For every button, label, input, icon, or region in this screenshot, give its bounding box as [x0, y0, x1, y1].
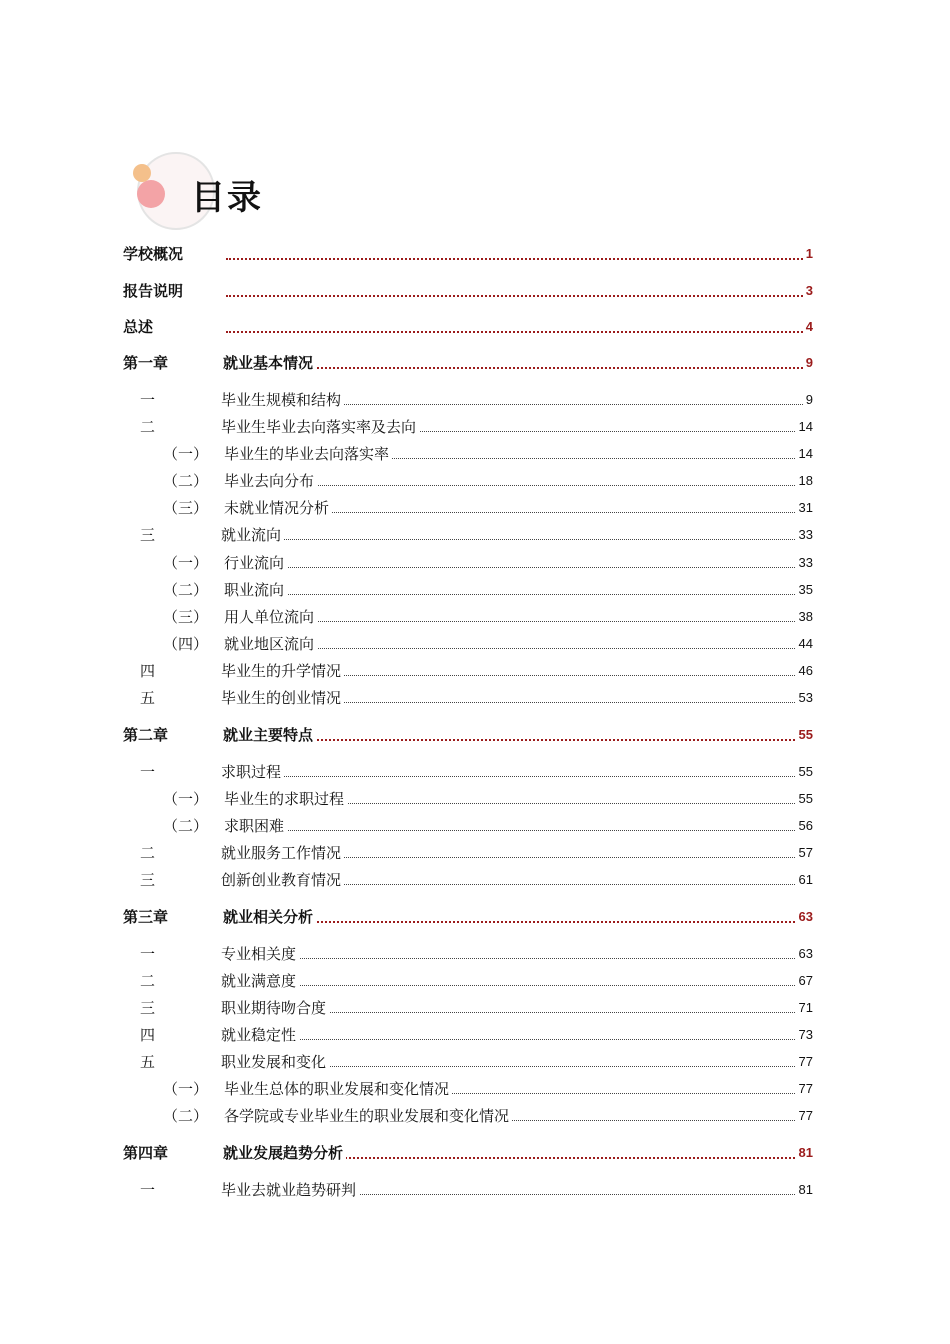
- toc-entry[interactable]: [0, 995, 950, 1021]
- toc-entry-title: 就业发展趋势分析: [223, 1140, 346, 1166]
- dot-leader: [223, 958, 811, 959]
- toc-page-number: 38: [796, 604, 813, 630]
- toc-entry-title: 就业满意度: [221, 968, 299, 994]
- toc-entry[interactable]: [0, 278, 950, 304]
- toc-entry-number: 一: [140, 391, 156, 409]
- toc-entry-title: 求职困难: [224, 813, 287, 839]
- toc-entry[interactable]: [0, 1049, 950, 1075]
- toc-entry[interactable]: [0, 441, 950, 467]
- toc-entry-number: 五: [140, 1053, 156, 1071]
- toc-page-number: 35: [796, 577, 813, 603]
- toc-entry-title: 就业主要特点: [223, 722, 316, 748]
- toc-entry-title: 就业地区流向: [224, 631, 317, 657]
- toc-page-number: 55: [796, 759, 813, 785]
- toc-entry[interactable]: [0, 1140, 950, 1166]
- toc-entry-number: （二）: [163, 472, 209, 490]
- toc-entry-title: 就业稳定性: [221, 1022, 299, 1048]
- toc-entry-number: 四: [140, 1026, 156, 1044]
- toc-page-number: 14: [796, 441, 813, 467]
- toc-entry[interactable]: [0, 604, 950, 630]
- toc-entry-title: 用人单位流向: [224, 604, 317, 630]
- toc-page-number: 77: [796, 1049, 813, 1075]
- toc-entry-number: （二）: [163, 817, 209, 835]
- toc-entry-number: 第四章: [123, 1144, 169, 1162]
- toc-entry-title: 职业期待吻合度: [221, 995, 329, 1021]
- toc-entry-number: （二）: [163, 1107, 209, 1125]
- toc-entry-title: 就业相关分析: [223, 904, 316, 930]
- decorative-dot-icon: [133, 164, 151, 182]
- toc-entry-number: 一: [140, 945, 156, 963]
- toc-entry-title: 毕业生的求职过程: [224, 786, 347, 812]
- toc-entry-title: 未就业情况分析: [224, 495, 332, 521]
- toc-entry[interactable]: [0, 658, 950, 684]
- toc-entry-number: 四: [140, 662, 156, 680]
- toc-entry-number: 第二章: [123, 726, 169, 744]
- toc-entry-title: 职业流向: [224, 577, 287, 603]
- toc-page-number: 53: [796, 685, 813, 711]
- toc-entry-title: 专业相关度: [221, 941, 299, 967]
- toc-entry-title: 就业服务工作情况: [221, 840, 344, 866]
- decorative-dot-icon: [137, 180, 165, 208]
- toc-entry[interactable]: [0, 387, 950, 413]
- toc-entry[interactable]: [0, 1103, 950, 1129]
- toc-page-number: 1: [803, 241, 813, 267]
- toc-entry-title: 毕业生规模和结构: [221, 387, 344, 413]
- dot-leader: [226, 594, 811, 595]
- toc-entry[interactable]: [0, 414, 950, 440]
- dot-leader: [226, 258, 811, 260]
- toc-entry-number: （四）: [163, 635, 209, 653]
- toc-page-number: 44: [796, 631, 813, 657]
- toc-entry[interactable]: [0, 722, 950, 748]
- toc-entry-title: 各学院或专业毕业生的职业发展和变化情况: [224, 1103, 512, 1129]
- toc-entry-title: 毕业生的升学情况: [221, 658, 344, 684]
- toc-entry[interactable]: [0, 350, 950, 376]
- dot-leader: [223, 1039, 811, 1040]
- toc-page-number: 33: [796, 522, 813, 548]
- toc-entry-number: （二）: [163, 581, 209, 599]
- toc-page-number: 14: [796, 414, 813, 440]
- toc-entry-number: 报告说明: [123, 282, 184, 300]
- toc-entry[interactable]: [0, 495, 950, 521]
- toc-entry[interactable]: [0, 468, 950, 494]
- page-title: 目录: [191, 178, 263, 218]
- toc-entry[interactable]: [0, 1076, 950, 1102]
- toc-entry[interactable]: [0, 840, 950, 866]
- toc-page-number: 4: [803, 314, 813, 340]
- toc-entry-number: 二: [140, 972, 156, 990]
- toc-entry-number: 学校概况: [123, 245, 184, 263]
- toc-page-number: 77: [796, 1103, 813, 1129]
- toc-entry[interactable]: [0, 968, 950, 994]
- toc-entry-number: 第三章: [123, 908, 169, 926]
- dot-leader: [223, 539, 811, 540]
- dot-leader: [226, 567, 811, 568]
- toc-entry-number: （一）: [163, 554, 209, 572]
- toc-entry-title: 毕业生毕业去向落实率及去向: [221, 414, 419, 440]
- toc-entry[interactable]: [0, 550, 950, 576]
- toc-page-number: 73: [796, 1022, 813, 1048]
- dot-leader: [223, 776, 811, 777]
- toc-page-number: 33: [796, 550, 813, 576]
- toc-page-number: 77: [796, 1076, 813, 1102]
- toc-entry[interactable]: [0, 867, 950, 893]
- toc-page-number: 56: [796, 813, 813, 839]
- toc-entry[interactable]: [0, 577, 950, 603]
- dot-leader: [223, 985, 811, 986]
- dot-leader: [226, 331, 811, 333]
- toc-entry[interactable]: [0, 522, 950, 548]
- toc-entry[interactable]: [0, 813, 950, 839]
- toc-page-number: 57: [796, 840, 813, 866]
- toc-entry[interactable]: [0, 631, 950, 657]
- dot-leader: [226, 295, 811, 297]
- toc-entry-number: （一）: [163, 790, 209, 808]
- toc-entry-title: 毕业生的毕业去向落实率: [224, 441, 392, 467]
- toc-entry-title: 毕业去就业趋势研判: [221, 1177, 359, 1203]
- toc-entry[interactable]: [0, 1177, 950, 1203]
- toc-entry-title: 毕业生的创业情况: [221, 685, 344, 711]
- toc-entry-number: 总述: [123, 318, 154, 336]
- toc-entry-title: 毕业去向分布: [224, 468, 317, 494]
- toc-entry-number: 五: [140, 689, 156, 707]
- toc-page-number: 61: [796, 867, 813, 893]
- toc-entry-title: 职业发展和变化: [221, 1049, 329, 1075]
- toc-page-number: 46: [796, 658, 813, 684]
- toc-entry-number: 一: [140, 763, 156, 781]
- toc-page-number: 81: [796, 1177, 813, 1203]
- toc-page-number: 9: [803, 350, 813, 376]
- toc-page-number: 9: [803, 387, 813, 413]
- toc-entry-number: （一）: [163, 1080, 209, 1098]
- toc-heading: [133, 150, 433, 240]
- toc-page-number: 63: [796, 941, 813, 967]
- toc-entry[interactable]: [0, 1022, 950, 1048]
- toc-entry[interactable]: [0, 759, 950, 785]
- dot-leader: [226, 830, 811, 831]
- toc-entry-title: 求职过程: [221, 759, 284, 785]
- toc-entry-number: 一: [140, 1181, 156, 1199]
- toc-entry-number: （三）: [163, 608, 209, 626]
- toc-entry-title: 就业基本情况: [223, 350, 316, 376]
- toc-entry[interactable]: [0, 241, 950, 267]
- toc-entry-number: 三: [140, 871, 156, 889]
- toc-entry-title: 行业流向: [224, 550, 287, 576]
- toc-entry-title: 就业流向: [221, 522, 284, 548]
- toc-entry-number: （三）: [163, 499, 209, 517]
- toc-page-number: 55: [796, 722, 813, 748]
- toc-entry-number: 二: [140, 844, 156, 862]
- toc-entry-number: （一）: [163, 445, 209, 463]
- toc-entry[interactable]: [0, 786, 950, 812]
- toc-page-number: 18: [796, 468, 813, 494]
- toc-page-number: 67: [796, 968, 813, 994]
- toc-entry[interactable]: [0, 314, 950, 340]
- toc-entry-number: 三: [140, 526, 156, 544]
- toc-page-number: 31: [796, 495, 813, 521]
- toc-entry-title: 创新创业教育情况: [221, 867, 344, 893]
- toc-page-number: 71: [796, 995, 813, 1021]
- toc-entry-number: 第一章: [123, 354, 169, 372]
- toc-entry-number: 三: [140, 999, 156, 1017]
- toc-entry[interactable]: [0, 941, 950, 967]
- toc-entry-number: 二: [140, 418, 156, 436]
- toc-page-number: 3: [803, 278, 813, 304]
- toc-entry-title: 毕业生总体的职业发展和变化情况: [224, 1076, 452, 1102]
- toc-entry[interactable]: [0, 685, 950, 711]
- toc-entry[interactable]: [0, 904, 950, 930]
- toc-page-number: 63: [796, 904, 813, 930]
- toc-page-number: 55: [796, 786, 813, 812]
- toc-page-number: 81: [796, 1140, 813, 1166]
